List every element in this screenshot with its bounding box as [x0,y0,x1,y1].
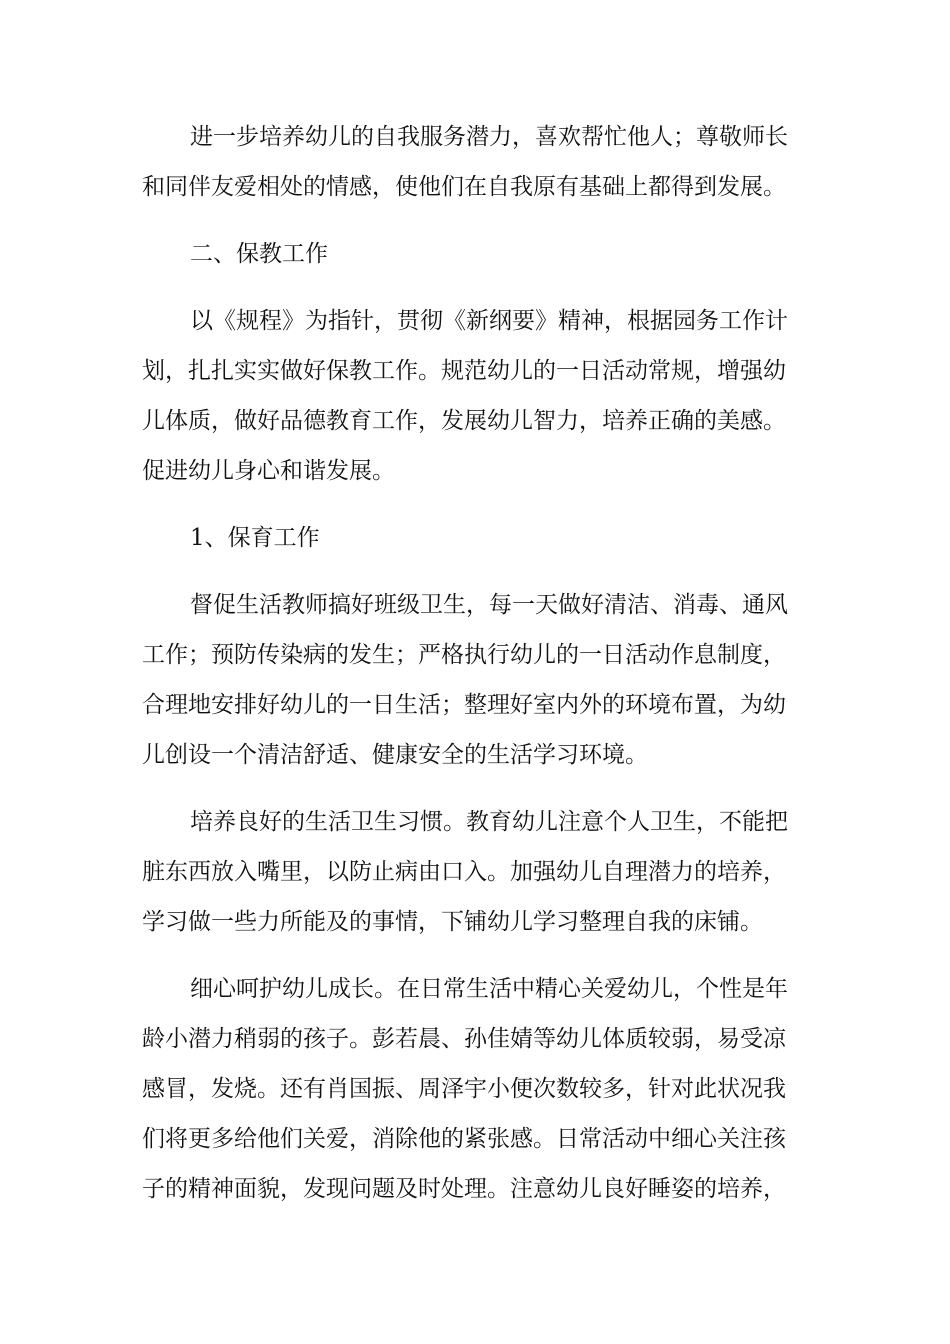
paragraph-line: 脏东西放入嘴里，以防止病由口入。加强幼儿自理潜力的培养， [142,859,786,885]
paragraph-line: 以《规程》为指针，贯彻《新纲要》精神，根据园务工作计 [190,308,788,334]
paragraph-line: 督促生活教师搞好班级卫生，每一天做好清洁、消毒、通风 [190,592,788,618]
paragraph-line: 合理地安排好幼儿的一日生活；整理好室内外的环境布置，为幼 [142,692,786,718]
paragraph-line: 培养良好的生活卫生习惯。教育幼儿注意个人卫生，不能把 [190,809,788,835]
paragraph-line: 划，扎扎实实做好保教工作。规范幼儿的一日活动常规，增强幼 [142,358,786,384]
paragraph-line: 工作；预防传染病的发生；严格执行幼儿的一日活动作息制度， [142,642,786,668]
subsection-heading: 1、保育工作 [190,525,320,551]
paragraph-line: 感冒，发烧。还有肖国振、周泽宇小便次数较多，针对此状况我 [142,1076,786,1102]
paragraph-line: 子的精神面貌，发现问题及时处理。注意幼儿良好睡姿的培养， [142,1176,786,1202]
paragraph-line: 进一步培养幼儿的自我服务潜力，喜欢帮忙他人；尊敬师长 [190,124,788,150]
paragraph-line: 学习做一些力所能及的事情，下铺幼儿学习整理自我的床铺。 [142,909,763,935]
paragraph-line: 和同伴友爱相处的情感，使他们在自我原有基础上都得到发展。 [142,174,786,200]
paragraph-line: 促进幼儿身心和谐发展。 [142,458,395,484]
paragraph-line: 儿体质，做好品德教育工作，发展幼儿智力，培养正确的美感。 [142,408,786,434]
paragraph-line: 龄小潜力稍弱的孩子。彭若晨、孙佳婧等幼儿体质较弱，易受凉 [142,1026,786,1052]
section-heading: 二、保教工作 [190,241,328,267]
paragraph-line: 细心呵护幼儿成长。在日常生活中精心关爱幼儿，个性是年 [190,976,788,1002]
paragraph-line: 们将更多给他们关爱，消除他的紧张感。日常活动中细心关注孩 [142,1126,786,1152]
paragraph-line: 儿创设一个清洁舒适、健康安全的生活学习环境。 [142,742,648,768]
